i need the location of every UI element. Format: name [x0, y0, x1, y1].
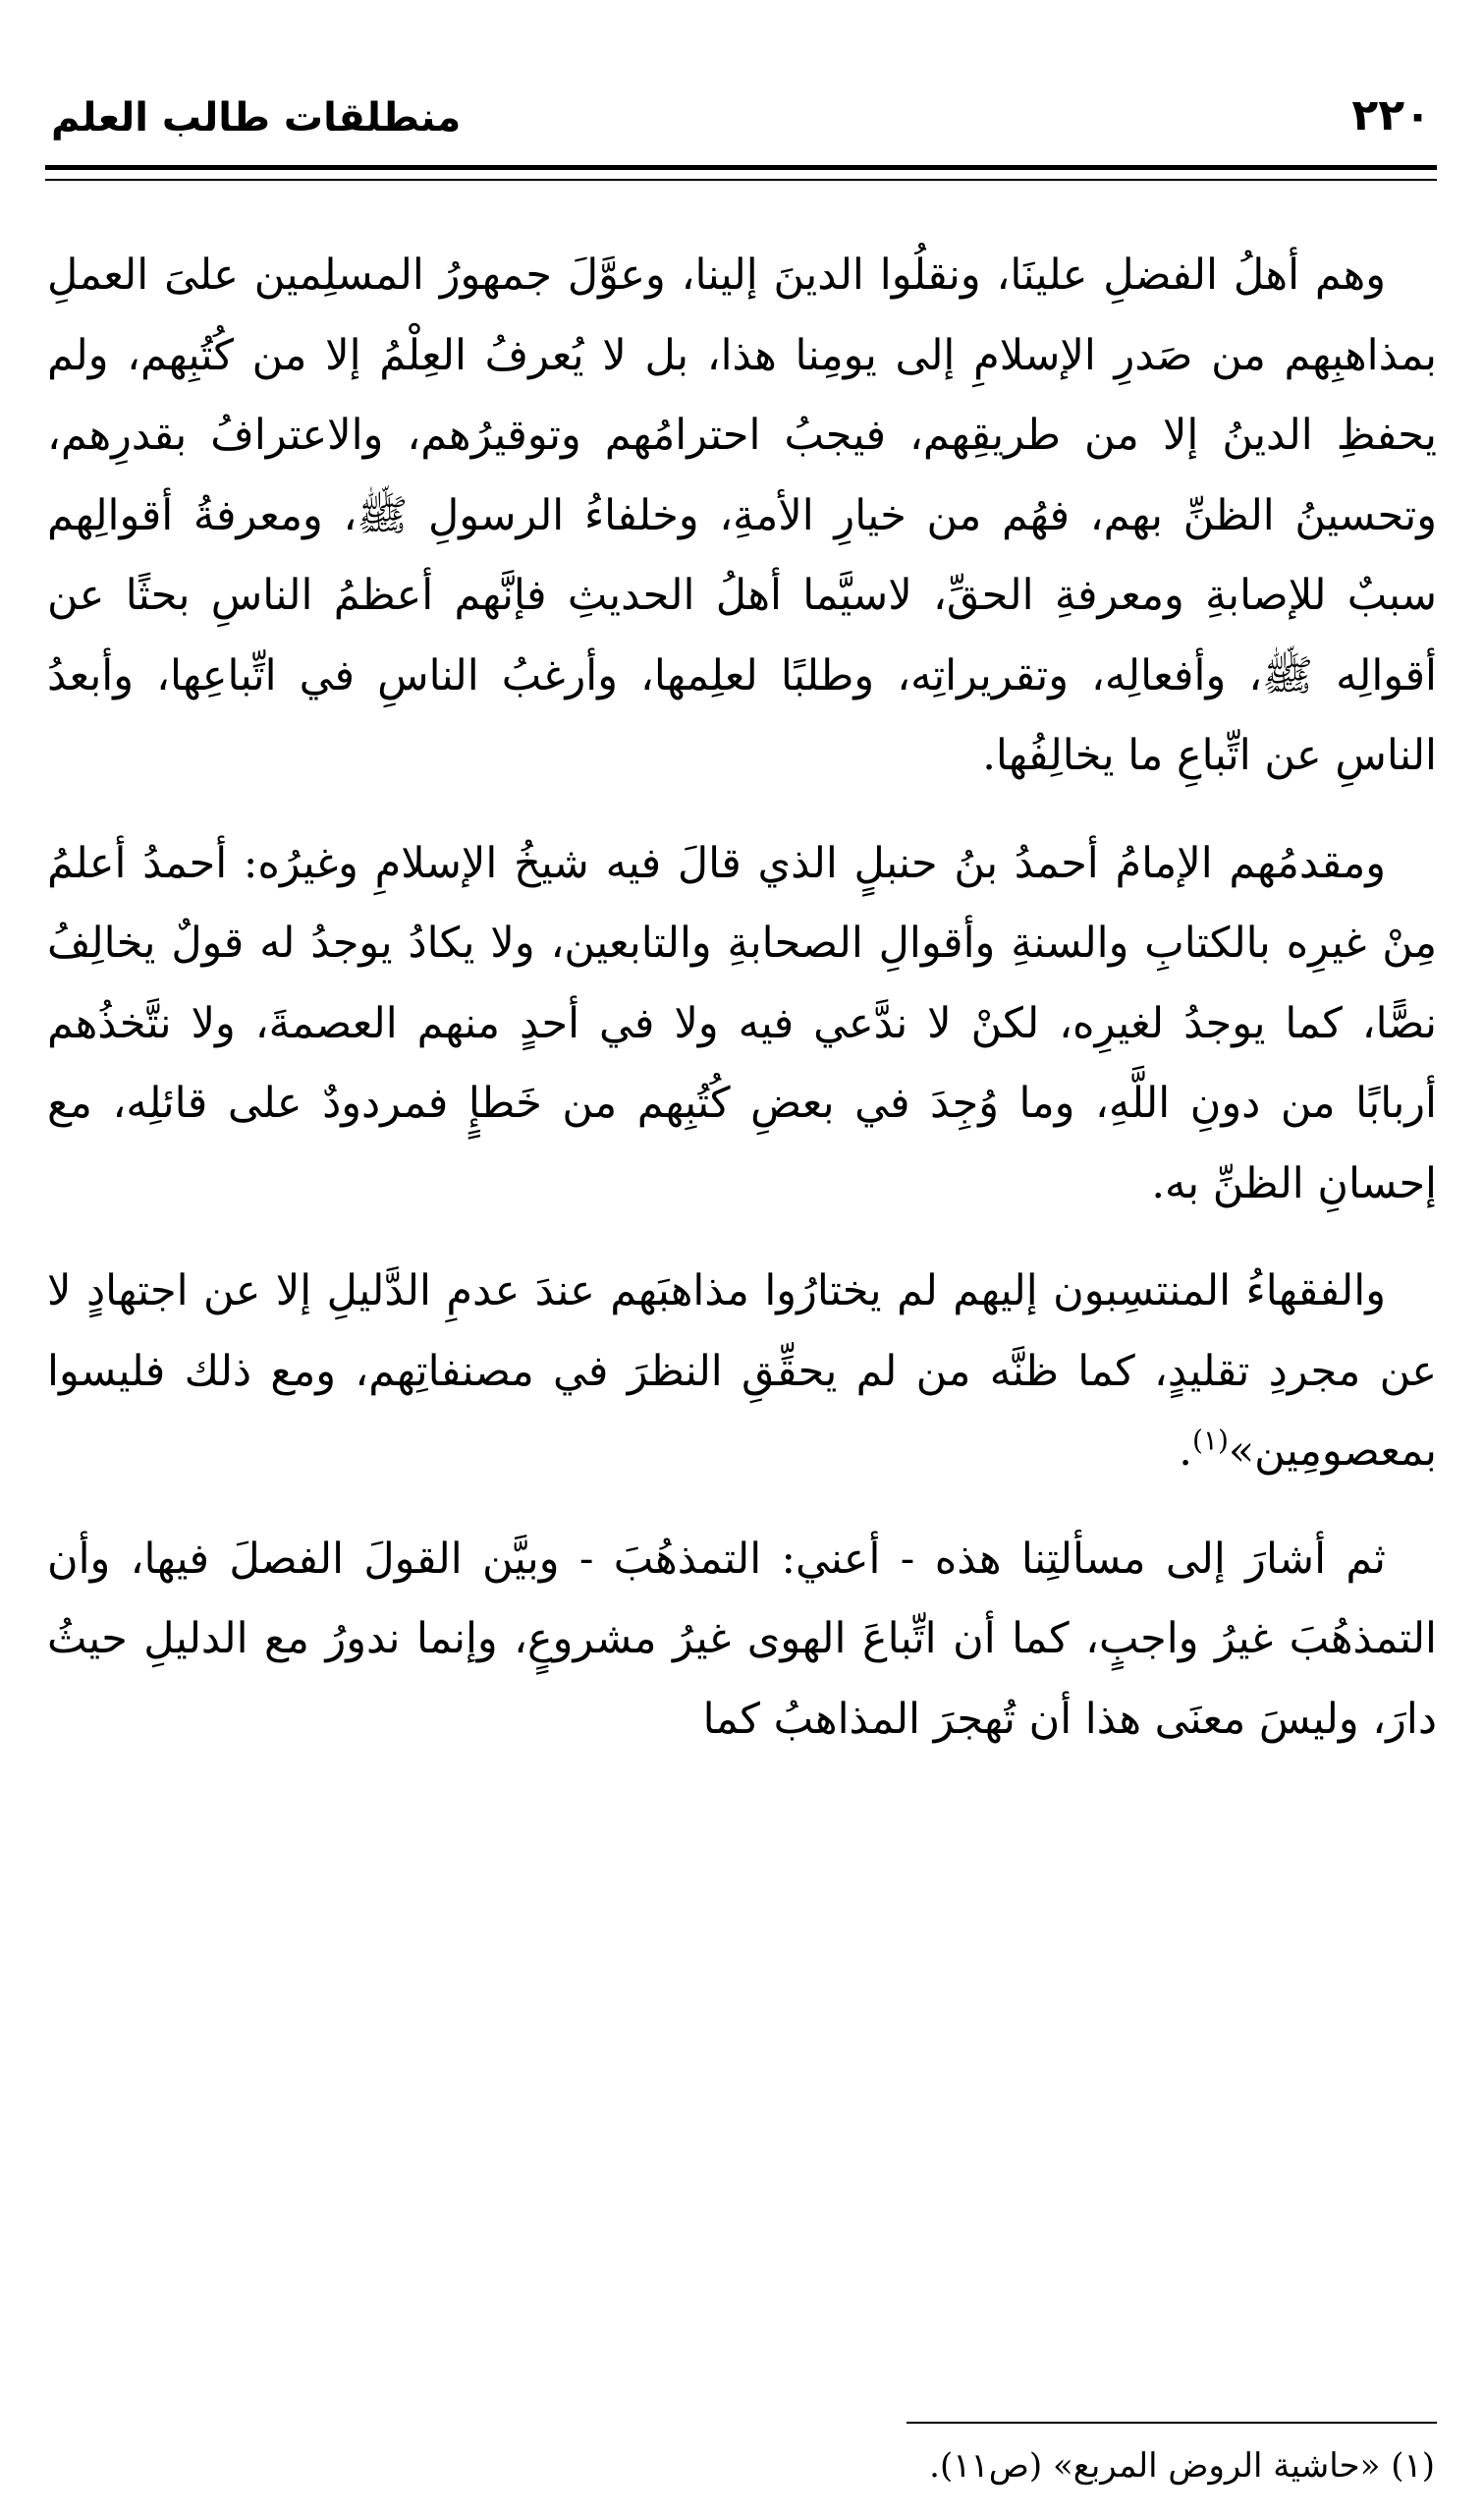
footnote-divider [907, 2422, 1437, 2424]
running-title: منطلقات طالب العلم [51, 95, 462, 140]
paragraph-4: ثم أشارَ إلى مسألتِنا هذه - أعني: التمذهُبَ - وبيَّن القولَ الفصلَ فيها، وأن التمذهُبَ غيرُ واجبٍ، كما أن اتِّباعَ الهوى غيرُ مشروعٍ، وإنما ندورُ مع الدليلِ حيثُ دارَ، وليسَ معنَى هذا أن تُهجرَ المذاهبُ كما [47, 1534, 1437, 1744]
header-rule-thick [45, 165, 1437, 170]
paragraph-1: وهم أهلُ الفضلِ علينَا، ونقلُوا الدينَ إلينا، وعوَّلَ جمهورُ المسلِمين علىَ العملِ بمذاهبِهم من صَدرِ الإسلامِ إلى يومِنا هذا، بل لا يُعرفُ العِلْمُ إلا من كُتُبِهم، ولم يحفظِ الدينُ إلا من طريقِهم، فيجبُ احترامُهم وتوقيرُهم، والاعترافُ بقدرِهم، وتحسينُ الظنِّ بهم، فهُم من خيارِ الأمةِ، وخلفاءُ الرسولِ ﷺ، ومعرفةُ أقوالِهم سببٌ للإصابةِ ومعرفةِ الحقِّ، لاسيَّما أهلُ الحديثِ فإنَّهم أعظمُ الناسِ بحثًا عن أقوالِه ﷺ، وأفعالِه، وتقريراتِه، وطلبًا لعلِمها، وأرغبُ الناسِ في اتِّباعِها، وأبعدُ الناسِ عن اتِّباعِ ما يخالِفُها. [47, 251, 1437, 780]
footnote: (١) «حاشية الروض المربع» (ص١١). [929, 2446, 1435, 2486]
paragraph-3-text: والفقهاءُ المنتسِبون إليهم لم يختارُوا مذاهبَهم عندَ عدمِ الدَّليلِ إلا عن اجتهادٍ لا عن مجردِ تقليدٍ، كما ظنَّه من لم يحقِّقِ النظرَ في مصنفاتِهم، ومع ذلك فليسوا بمعصومِين» [47, 1266, 1437, 1476]
page-header [45, 77, 1437, 155]
footnote-marker: (١) [1191, 1424, 1229, 1457]
body-text [47, 236, 1437, 1760]
paragraph-3: والفقهاءُ المنتسِبون إليهم لم يختارُوا مذاهبَهم عندَ عدمِ الدَّليلِ إلا عن اجتهادٍ لا عن مجردِ تقليدٍ، كما ظنَّه من لم يحقِّقِ النظرَ في مصنفاتِهم، ومع ذلك فليسوا بمعصومِين»$^{(١)}$. [47, 1266, 1437, 1476]
paragraph-2: ومقدمُهم الإمامُ أحمدُ بنُ حنبلٍ الذي قالَ فيه شيخُ الإسلامِ وغيرُه: أحمدُ أعلمُ مِنْ غيرِه بالكتابِ والسنةِ وأقوالِ الصحابةِ والتابعين، ولا يكادُ يوجدُ له قولٌ يخالِفُ نصًّا، كما يوجدُ لغيرِه، لكنْ لا ندَّعي فيه ولا في أحدٍ منهم العصمةَ، ولا نتَّخذُهم أربابًا من دونِ اللَّهِ، وما وُجِدَ في بعضِ كُتُبِهم من خَطإٍ فمردودٌ على قائلِه، مع إحسانِ الظنِّ به. [47, 838, 1437, 1208]
header-rule-thin [45, 179, 1437, 181]
page-number: ٢٢٠ [1351, 90, 1431, 140]
